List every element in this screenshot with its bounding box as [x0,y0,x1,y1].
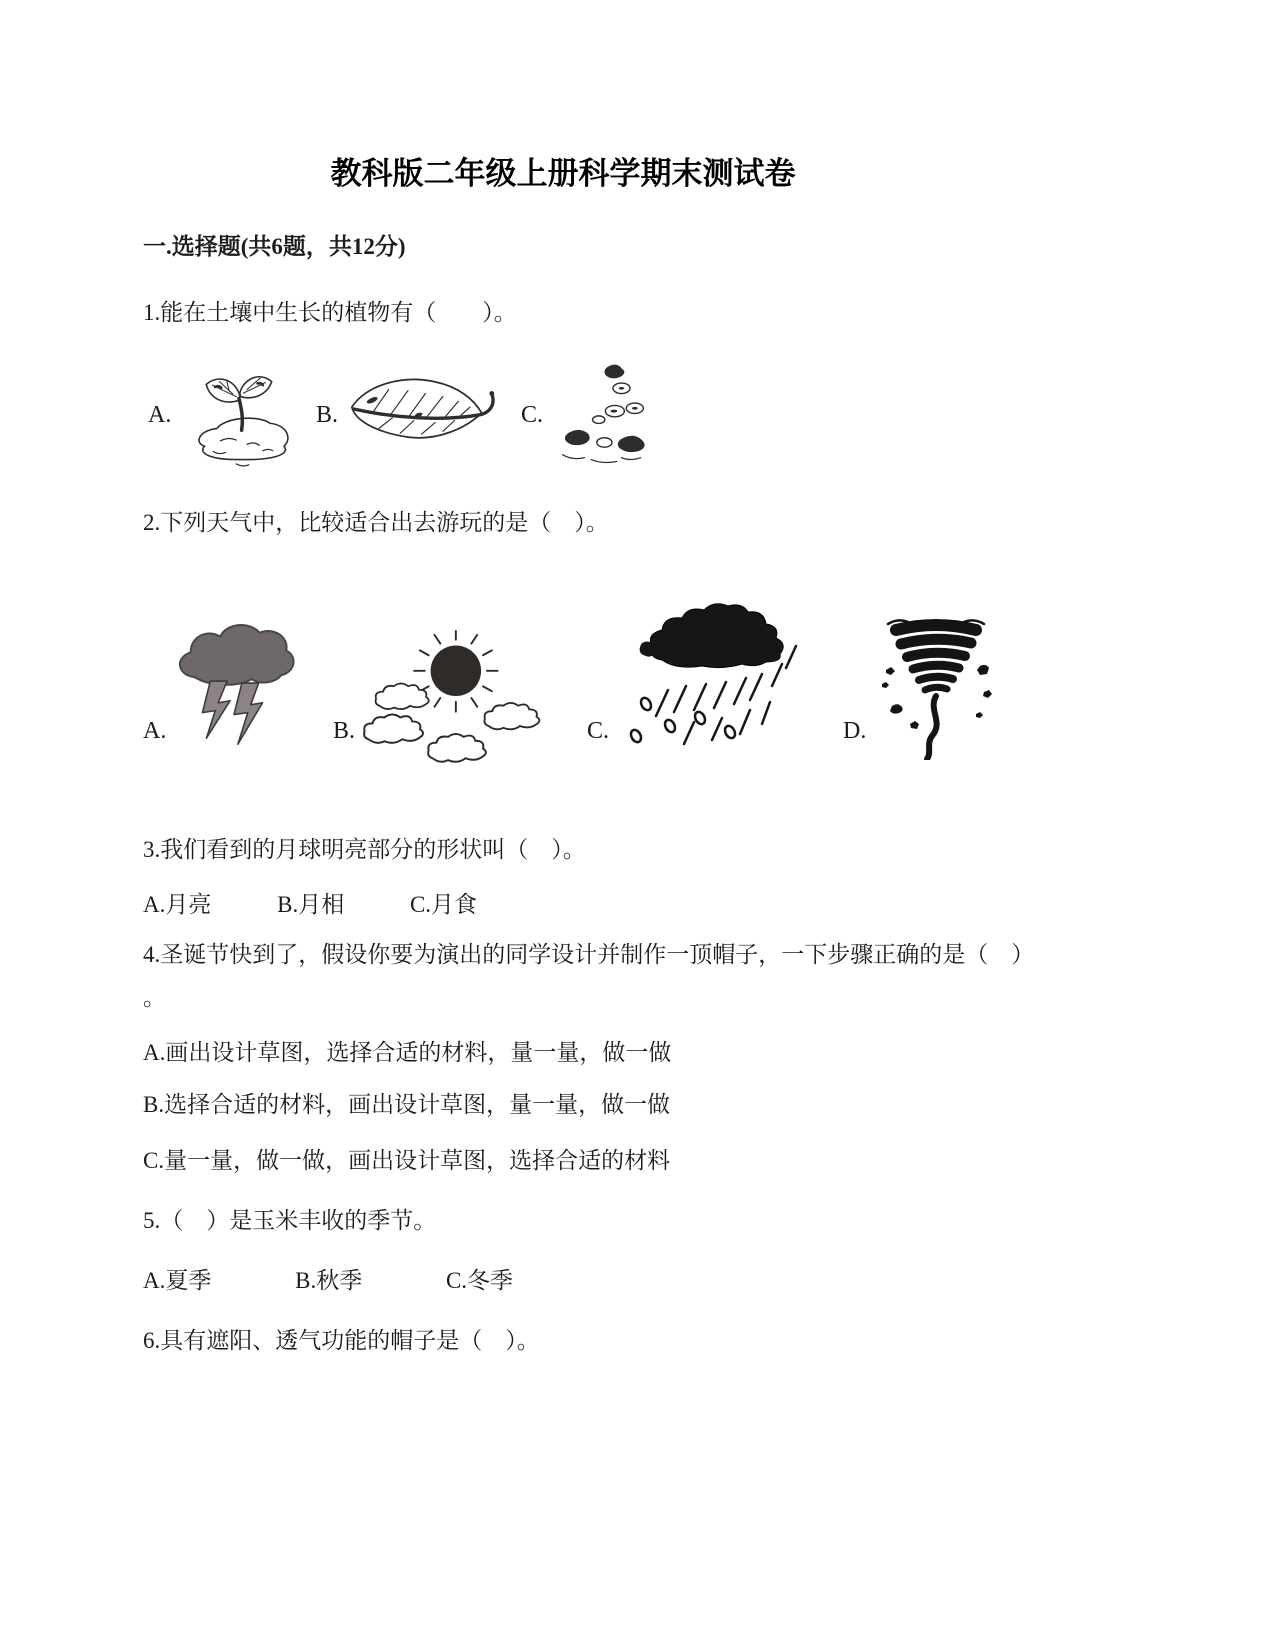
question-6-text: 6.具有遮阳、透气功能的帽子是（ ）。 [143,1328,540,1353]
question-5-options [143,1266,591,1296]
question-4-option-a: A.画出设计草图，选择合适的材料，量一量，做一做 [143,1040,672,1065]
option-a: A.月亮 [143,892,212,917]
fallen-leaf-image [346,364,501,454]
scattered-seeds-image [555,358,650,468]
figure-option-label: A. [143,718,167,744]
option-b: B.月相 [277,892,345,917]
tornado-icon [880,618,992,760]
question-3-text: 3.我们看到的月球明亮部分的形状叫（ ）。 [143,837,586,862]
question-4-option-b: B.选择合适的材料，画出设计草图，量一量，做一做 [143,1092,671,1117]
question-2-text: 2.下列天气中，比较适合出去游玩的是（ ）。 [143,510,609,535]
figure-option-label: B. [333,718,356,744]
option-a: A.夏季 [143,1268,212,1293]
question-1-text: 1.能在土壤中生长的植物有（ ）。 [143,300,517,325]
figure-option-label: B. [316,402,339,428]
figure-option-label: D. [843,718,867,744]
rain-cloud-icon [610,598,800,748]
option-c: C.冬季 [445,1268,514,1293]
question-1-figure-row [143,350,703,480]
question-3-options [143,890,537,920]
sunny-with-clouds-icon [358,630,543,766]
figure-option-label: C. [587,718,610,744]
option-c: C.月食 [409,892,478,917]
page-title: 教科版二年级上册科学期末测试卷 [330,156,796,191]
question-2-figure-row [143,558,1023,763]
figure-option-label: C. [521,402,544,428]
question-5-text: 5.（ ）是玉米丰收的季节。 [143,1208,437,1233]
thunderstorm-icon [168,616,298,754]
question-4-text-line1: 4.圣诞节快到了，假设你要为演出的同学设计并制作一顶帽子，一下步骤正确的是（ ） [143,942,1035,967]
question-4-option-c: C.量一量，做一做，画出设计草图，选择合适的材料 [143,1148,671,1173]
seedling-in-soil-image [185,356,300,471]
question-4-text-line2: 。 [143,985,166,1010]
section-heading: 一.选择题(共6题，共12分) [143,234,406,259]
figure-option-label: A. [148,402,172,428]
option-b: B.秋季 [295,1268,363,1293]
